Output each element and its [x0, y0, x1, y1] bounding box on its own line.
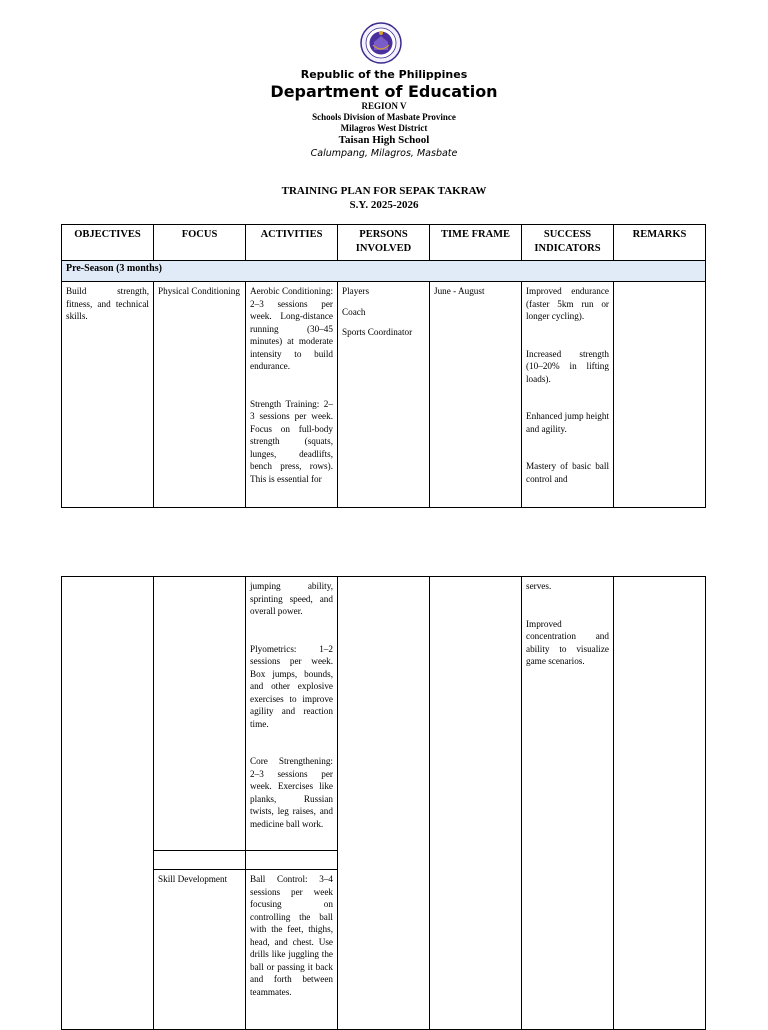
focus-cell: Physical Conditioning — [154, 282, 246, 508]
activities-cell — [246, 870, 338, 1030]
district-line: Milagros West District — [340, 123, 428, 133]
persons-cell — [338, 577, 430, 1030]
activities-cell — [246, 282, 338, 508]
focus-cell: Skill Development — [154, 870, 246, 1030]
col-header-success-indicators: SUCCESS INDICATORS — [522, 225, 614, 261]
school-location: Calumpang, Milagros, Masbate — [310, 148, 458, 159]
indicator-ball-control: Mastery of basic ball control and — [526, 461, 609, 484]
indicator-strength: Increased strength (10–20% in lifting loads). — [526, 348, 609, 384]
activities-cell — [246, 577, 338, 851]
training-plan-table-continued — [61, 576, 706, 1030]
remarks-cell — [614, 282, 706, 508]
document-title: TRAINING PLAN FOR SEPAK TAKRAW — [281, 185, 487, 197]
region-line: REGION V — [361, 101, 407, 111]
indicator-endurance: Improved endurance (faster 5km run or longer cycling). — [526, 286, 609, 321]
focus-cell — [154, 577, 246, 851]
table-row — [62, 282, 706, 508]
activity-strength-cont: jumping ability, sprinting speed, and overall power. — [250, 581, 333, 616]
indicators-cell — [522, 282, 614, 508]
table-header-row — [62, 225, 706, 261]
activity-ball-control: Ball Control: 3–4 sessions per week focusing on controlling the ball with the feet, thighs, head, and chest. Use drills like juggling the ball or passing it back and forth between teammates. — [250, 874, 333, 997]
col-header-objectives: OBJECTIVES — [62, 225, 154, 261]
indicator-jump: Enhanced jump height and agility. — [526, 411, 609, 434]
time-frame-cell — [430, 577, 522, 1030]
objective-cell: Build strength, fitness, and technical skills. — [62, 282, 154, 508]
indicator-concentration: Improved concentration and ability to visualize game scenarios. — [526, 618, 609, 666]
deped-seal-logo — [359, 22, 403, 64]
remarks-cell — [614, 577, 706, 1030]
indicator-serves: serves. — [526, 581, 552, 591]
indicators-cell — [522, 577, 614, 1030]
republic-line: Republic of the Philippines — [300, 68, 468, 81]
school-year: S.Y. 2025-2026 — [349, 199, 419, 211]
activity-plyometrics: Plyometrics: 1–2 sessions per week. Box jumps, bounds, and other explosive exercises to improve agility and reaction time. — [250, 643, 333, 729]
person-coordinator: Sports Coordinator — [342, 327, 413, 337]
table-row — [62, 577, 706, 851]
activities-cell — [246, 851, 338, 870]
section-pre-season: Pre-Season (3 months) — [62, 261, 706, 282]
col-header-focus: FOCUS — [154, 225, 246, 261]
school-name: Taisan High School — [338, 134, 430, 146]
focus-cell — [154, 851, 246, 870]
time-frame-cell: June - August — [430, 282, 522, 508]
activity-strength: Strength Training: 2–3 sessions per week. Focus on full-body strength (squats, lunges, deadlifts, bench press, rows). This is essential for — [250, 398, 333, 484]
col-header-persons-involved: PERSONS INVOLVED — [338, 225, 430, 261]
section-row — [62, 261, 706, 282]
division-line: Schools Division of Masbate Province — [312, 112, 456, 122]
col-header-activities: ACTIVITIES — [246, 225, 338, 261]
person-players: Players — [342, 286, 370, 296]
activity-core: Core Strengthening: 2–3 sessions per week. Exercises like planks, Russian twists, leg raises, and medicine ball work. — [250, 756, 333, 829]
col-header-remarks: REMARKS — [614, 225, 706, 261]
person-coach: Coach — [342, 306, 366, 317]
persons-cell — [338, 282, 430, 508]
training-plan-table — [61, 224, 706, 508]
department-name: Department of Education — [270, 82, 498, 101]
activity-aerobic: Aerobic Conditioning: 2–3 sessions per week. Long-distance running (30–45 minutes) at moderate intensity to build endurance. — [250, 286, 333, 371]
objective-cell — [62, 577, 154, 1030]
col-header-time-frame: TIME FRAME — [430, 225, 522, 261]
